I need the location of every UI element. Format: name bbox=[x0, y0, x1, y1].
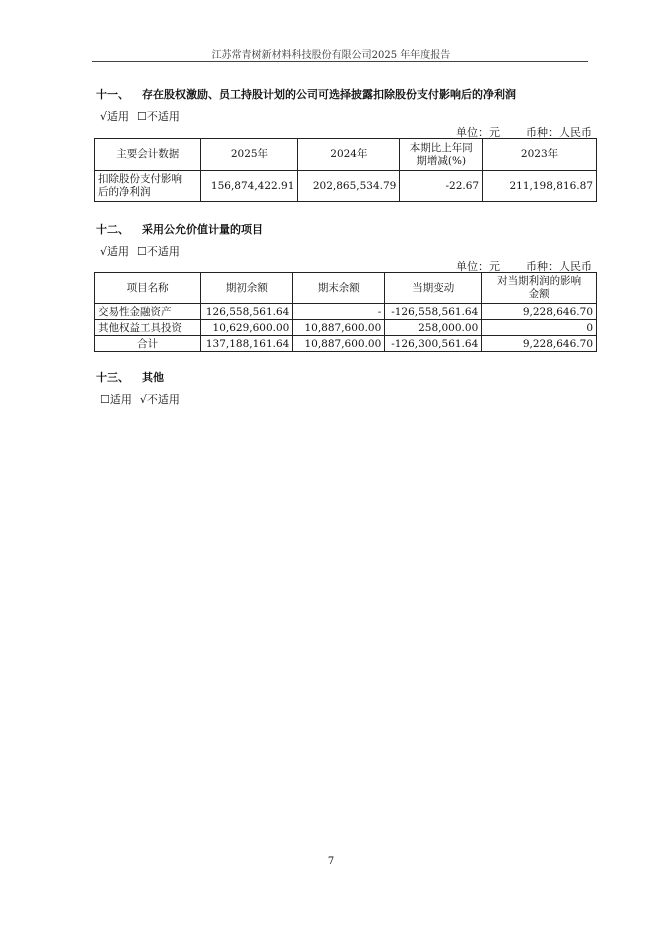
end-balance: 10,887,600.00 bbox=[293, 320, 385, 336]
value-change: -22.67 bbox=[400, 171, 483, 202]
applicable-option: ☐适用 bbox=[100, 393, 132, 406]
column-header: 期末余额 bbox=[293, 273, 385, 304]
value-2024: 202,865,534.79 bbox=[298, 171, 400, 202]
not-applicable-option: √不适用 bbox=[139, 393, 180, 406]
column-header bbox=[400, 139, 483, 171]
currency-label: 币种：人民币 bbox=[526, 260, 592, 273]
table-header-row bbox=[95, 139, 597, 171]
not-applicable-option: ☐不适用 bbox=[137, 110, 180, 123]
section-12-heading bbox=[96, 221, 263, 237]
applicable-option: √适用 bbox=[100, 110, 130, 123]
end-balance: - bbox=[293, 304, 385, 320]
begin-balance: 126,558,561.64 bbox=[201, 304, 293, 320]
table-row bbox=[95, 304, 597, 320]
period-change: -126,300,561.64 bbox=[385, 336, 482, 352]
section-13-applicability bbox=[100, 391, 188, 407]
item-name: 交易性金融资产 bbox=[95, 304, 201, 320]
section-11-applicability bbox=[100, 108, 188, 124]
section-12-title: 采用公允价值计量的项目 bbox=[142, 223, 263, 236]
item-name: 合计 bbox=[95, 336, 201, 352]
page-number: 7 bbox=[327, 856, 335, 867]
section-12-number: 十二、 bbox=[96, 223, 129, 236]
column-header-line: 金额 bbox=[528, 288, 550, 300]
section-13-title: 其他 bbox=[142, 371, 164, 384]
applicable-option: √适用 bbox=[100, 245, 130, 258]
column-header: 2023年 bbox=[483, 139, 597, 171]
column-header: 项目名称 bbox=[95, 273, 201, 304]
section-11-number: 十一、 bbox=[96, 88, 129, 101]
section-11-heading bbox=[96, 86, 516, 102]
period-change: -126,558,561.64 bbox=[385, 304, 482, 320]
table-total-row bbox=[95, 336, 597, 352]
column-header: 2025年 bbox=[201, 139, 298, 171]
column-header: 2024年 bbox=[298, 139, 400, 171]
profit-impact: 9,228,646.70 bbox=[482, 304, 597, 320]
begin-balance: 10,629,600.00 bbox=[201, 320, 293, 336]
unit-label: 单位：元 bbox=[456, 126, 500, 139]
period-change: 258,000.00 bbox=[385, 320, 482, 336]
section-13-number: 十三、 bbox=[96, 371, 129, 384]
not-applicable-option: ☐不适用 bbox=[137, 245, 180, 258]
net-profit-table bbox=[94, 138, 597, 202]
table-row bbox=[95, 171, 597, 202]
column-header bbox=[482, 273, 597, 304]
table-row bbox=[95, 320, 597, 336]
value-2025: 156,874,422.91 bbox=[201, 171, 298, 202]
column-header-line: 对当期利润的影响 bbox=[497, 275, 582, 287]
begin-balance: 137,188,161.64 bbox=[201, 336, 293, 352]
row-label bbox=[95, 171, 201, 202]
section-13-heading bbox=[96, 369, 164, 385]
column-header-line: 期增减(%) bbox=[416, 154, 467, 167]
row-label-line: 扣除股份支付影响 bbox=[98, 173, 182, 185]
value-2023: 211,198,816.87 bbox=[483, 171, 597, 202]
column-header: 期初余额 bbox=[201, 273, 293, 304]
profit-impact: 9,228,646.70 bbox=[482, 336, 597, 352]
section-11-title: 存在股权激励、员工持股计划的公司可选择披露扣除股份支付影响后的净利润 bbox=[142, 88, 516, 101]
end-balance: 10,887,600.00 bbox=[293, 336, 385, 352]
section-12-applicability bbox=[100, 243, 188, 259]
fair-value-table bbox=[94, 272, 597, 352]
report-header: 江苏常青树新材料科技股份有限公司2025 年年度报告 bbox=[211, 50, 451, 61]
header-divider bbox=[92, 61, 588, 62]
table-header-row bbox=[95, 273, 597, 304]
unit-label: 单位：元 bbox=[456, 260, 500, 273]
item-name: 其他权益工具投资 bbox=[95, 320, 201, 336]
column-header: 主要会计数据 bbox=[95, 139, 201, 171]
column-header: 当期变动 bbox=[385, 273, 482, 304]
row-label-line: 后的净利润 bbox=[98, 186, 151, 198]
column-header-line: 本期比上年同 bbox=[409, 141, 473, 154]
profit-impact: 0 bbox=[482, 320, 597, 336]
currency-label: 币种：人民币 bbox=[526, 126, 592, 139]
